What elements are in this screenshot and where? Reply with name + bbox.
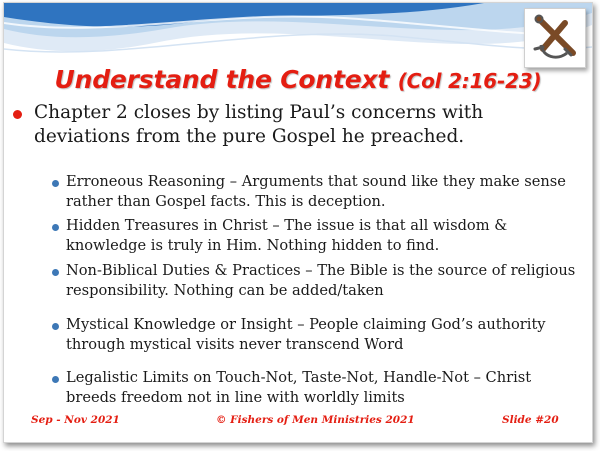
main-point: Chapter 2 closes by listing Paul’s concerns with deviations from the pure Gospel he preached. [34,102,484,147]
list-item: Legalistic Limits on Touch-Not, Taste-Not, Handle-Not – Christ breeds freedom not in line with worldly limits [66,369,532,406]
cross-and-anchor-logo-icon [524,8,586,68]
footer-slide-number: Slide #20 [502,414,559,426]
footer-copyright: © Fishers of Men Ministries 2021 [216,414,415,426]
footer-dates: Sep - Nov 2021 [31,414,120,426]
list-item: Non-Biblical Duties & Practices – The Bible is the source of religious responsibility. Nothing can be added/taken [66,262,576,299]
list-item: Mystical Knowledge or Insight – People claiming God’s authority through mystical visits never transcend Word [66,316,546,353]
bullet-dot-icon [52,224,59,231]
list-item: Hidden Treasures in Christ – The issue is that all wisdom & knowledge is truly in Him. Nothing hidden to find. [66,217,508,254]
bullet-dot-icon [52,376,59,383]
bullet-dot-icon [52,269,59,276]
title-main: Understand the Context [54,65,390,94]
bullet-dot-icon [52,323,59,330]
slide [3,2,593,443]
list-item: Erroneous Reasoning – Arguments that sound like they make sense rather than Gospel facts. This is deception. [66,173,566,210]
bullet-dot-icon [13,110,22,119]
slide-title [4,65,592,94]
title-scripture-reference: (Col 2:16-23) [397,69,542,93]
bullet-dot-icon [52,180,59,187]
